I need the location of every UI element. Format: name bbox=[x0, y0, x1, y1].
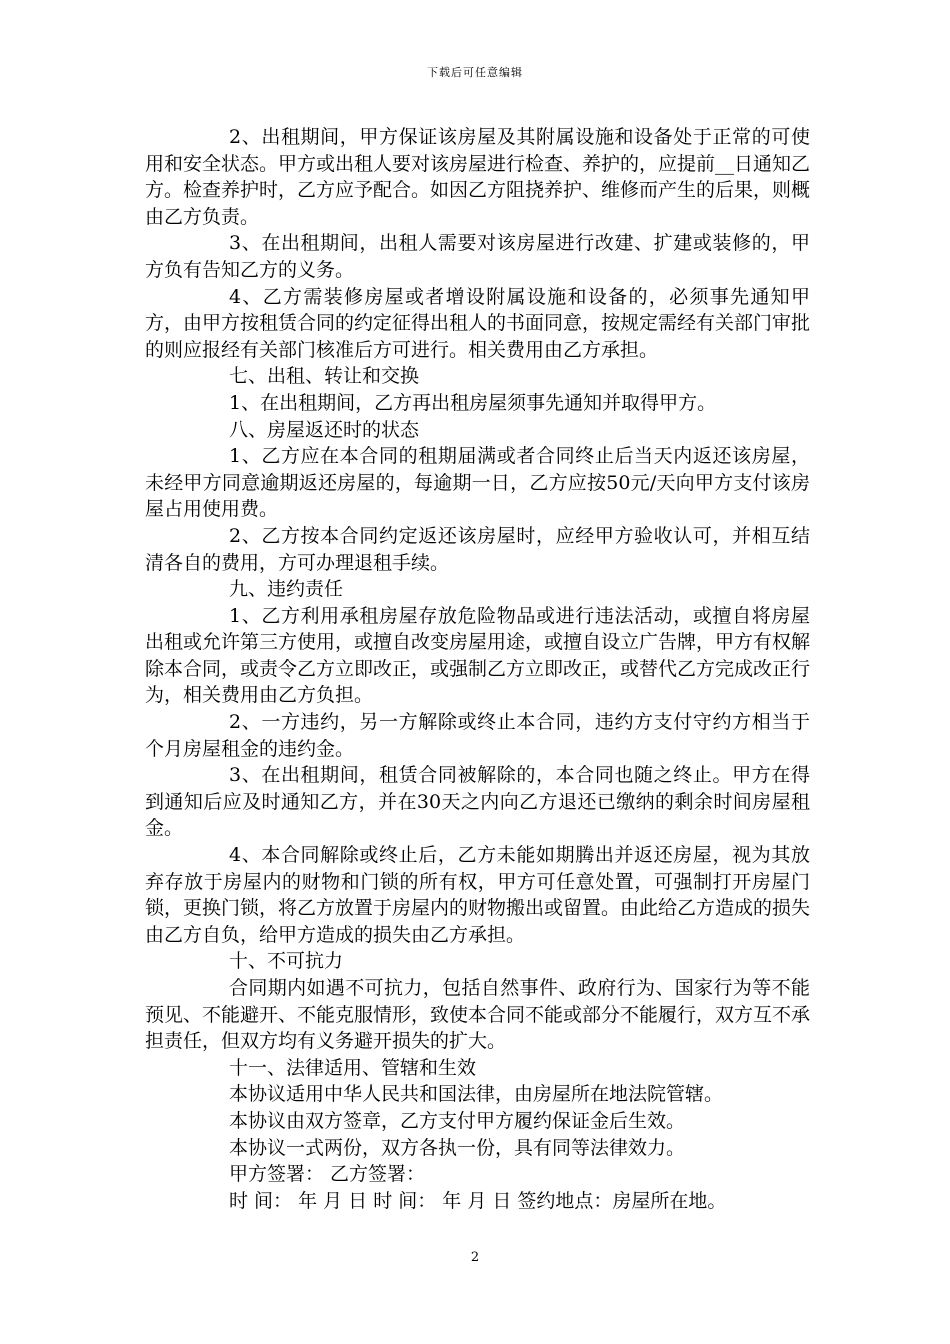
paragraph-clause-7-1: 1、在出租期间，乙方再出租房屋须事先通知并取得甲方。 bbox=[229, 391, 717, 414]
section-heading-7: 七、出租、转让和交换 bbox=[229, 365, 420, 388]
paragraph-effectiveness: 本协议由双方签章，乙方支付甲方履约保证金后生效。 bbox=[229, 1109, 686, 1132]
date-location-line: 时 间： 年 月 日 时 间： 年 月 日 签约地点：房屋所在地。 bbox=[229, 1189, 727, 1212]
paragraph-clause-9-1: 1、乙方利用承租房屋存放危险物品或进行违法活动，或擅自将房屋出租或允许第三方使用，或擅自改变房屋用途，或擅自设立广告牌，甲方有权解除本合同，或责令乙方立即改正，或强制乙方立即改正，或替代乙方完成改正行为，相关费用由乙方负担。 bbox=[145, 604, 811, 707]
paragraph-copies: 本协议一式两份，双方各执一份，具有同等法律效力。 bbox=[229, 1136, 686, 1159]
section-heading-11: 十一、法律适用、管辖和生效 bbox=[229, 1056, 477, 1079]
page-header: 下载后可任意编辑 bbox=[427, 66, 523, 79]
paragraph-clause-6-2: 2、出租期间，甲方保证该房屋及其附属设施和设备处于正常的可使用和安全状态。甲方或出租人要对该房屋进行检查、养护的，应提前__日通知乙方。检查养护时，乙方应予配合。如因乙方阻挠养护、维修而产生的后果，则概由乙方负责。 bbox=[145, 126, 811, 228]
paragraph-clause-8-2: 2、乙方按本合同约定返还该房屋时，应经甲方验收认可，并相互结清各自的费用，方可办理退租手续。 bbox=[145, 524, 810, 574]
paragraph-clause-9-3: 3、在出租期间，租赁合同被解除的，本合同也随之终止。甲方在得到通知后应及时通知乙方，并在30天之内向乙方退还已缴纳的剩余时间房屋租金。 bbox=[145, 764, 810, 840]
paragraph-force-majeure: 合同期内如遇不可抗力，包括自然事件、政府行为、国家行为等不能预见、不能避开、不能克服情形，致使本合同不能或部分不能履行，双方互不承担责任，但双方均有义务避开损失的扩大。 bbox=[145, 977, 811, 1053]
paragraph-clause-9-2: 2、一方违约，另一方解除或终止本合同，违约方支付守约方相当于个月房屋租金的违约金。 bbox=[145, 711, 810, 760]
paragraph-clause-9-4: 4、本合同解除或终止后，乙方未能如期腾出并返还房屋，视为其放弃存放于房屋内的财物和门锁的所有权，甲方可任意处置，可强制打开房屋门锁，更换门锁，将乙方放置于房屋内的财物搬出或留置。由此给乙方造成的损失由乙方自负，给甲方造成的损失由乙方承担。 bbox=[145, 844, 811, 946]
signature-line: 甲方签署： 乙方签署： bbox=[229, 1163, 426, 1186]
document-body bbox=[145, 124, 810, 1214]
section-heading-8: 八、房屋返还时的状态 bbox=[229, 418, 420, 441]
section-heading-10: 十、不可抗力 bbox=[229, 950, 344, 973]
section-heading-9: 九、违约责任 bbox=[229, 578, 344, 601]
paragraph-clause-6-3: 3、在出租期间，出租人需要对该房屋进行改建、扩建或装修的，甲方负有告知乙方的义务。 bbox=[145, 232, 810, 281]
paragraph-clause-6-4: 4、乙方需装修房屋或者增设附属设施和设备的，必须事先通知甲方，由甲方按租赁合同的约定征得出租人的书面同意，按规定需经有关部门审批的则应报经有关部门核准后方可进行。相关费用由乙方承担。 bbox=[145, 285, 811, 361]
paragraph-clause-8-1: 1、乙方应在本合同的租期届满或者合同终止后当天内返还该房屋，未经甲方同意逾期返还房屋的，每逾期一日，乙方应按50元/天向甲方支付该房屋占用使用费。 bbox=[145, 445, 810, 521]
paragraph-governing-law: 本协议适用中华人民共和国法律，由房屋所在地法院管辖。 bbox=[229, 1083, 724, 1106]
page-number: 2 bbox=[470, 1250, 480, 1265]
